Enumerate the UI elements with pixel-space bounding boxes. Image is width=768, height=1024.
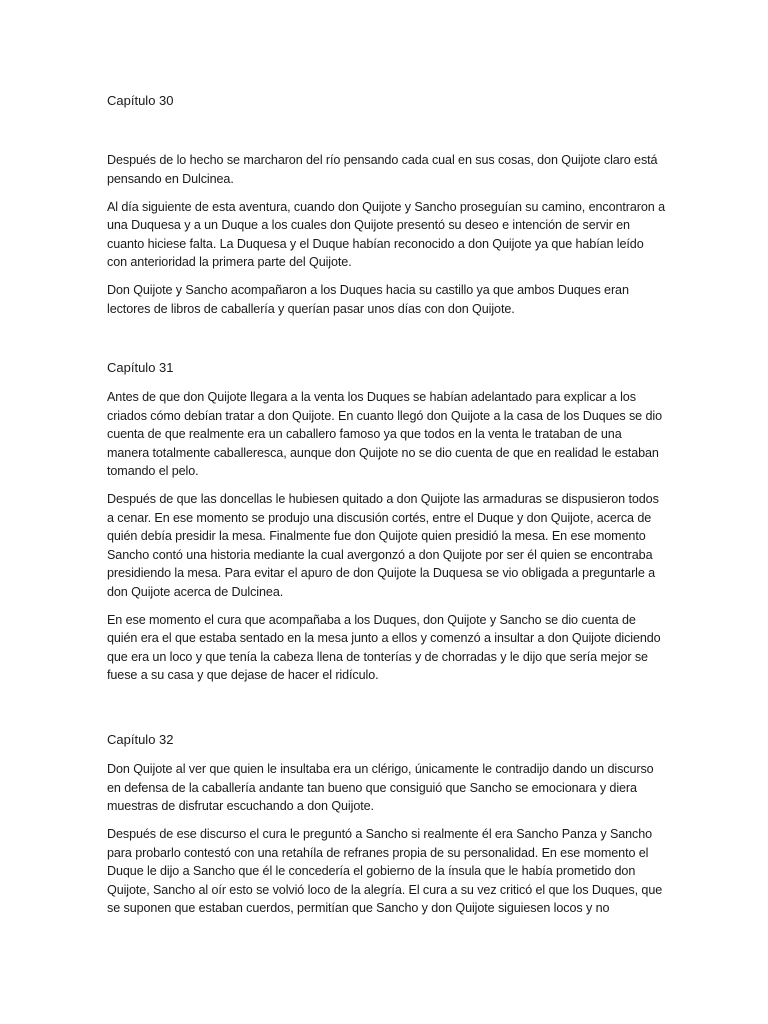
chapter-heading: Capítulo 32 [107, 732, 174, 747]
chapter-31 [107, 359, 667, 694]
paragraph: Al día siguiente de esta aventura, cuando don Quijote y Sancho proseguían su camino, encontraron a una Duquesa y a un Duque a los cuales don Quijote presentó su deseo e intención de servir en cuanto hiciese falta. La Duquesa y el Duque habían reconocido a don Quijote ya que habían leído con anterioridad la primera parte del Quijote. [107, 199, 665, 269]
chapter-heading: Capítulo 30 [107, 93, 174, 108]
paragraph: Después de que las doncellas le hubiesen quitado a don Quijote las armaduras se dispusieron todos a cenar. En ese momento se produjo una discusión cortés, entre el Duque y don Quijote, acerca de quién debía presidir la mesa. Finalmente fue don Quijote quien presidió la mesa. En ese momento Sancho contó una historia mediante la cual avergonzó a don Quijote por ser él quien se encontraba presidiendo la mesa. Para evitar el apuro de don Quijote la Duquesa se vio obligada a preguntarle a don Quijote acerca de Dulcinea. [107, 492, 659, 599]
chapter-heading: Capítulo 31 [107, 360, 174, 375]
paragraph: Don Quijote al ver que quien le insultaba era un clérigo, únicamente le contradijo dando un discurso en defensa de la caballería andante tan bueno que consiguió que Sancho se emocionara y diera muestras de disfrutar escuchando a don Quijote. [107, 762, 654, 813]
paragraph: Don Quijote y Sancho acompañaron a los Duques hacia su castillo ya que ambos Duques eran lectores de libros de caballería y querían pasar unos días con don Quijote. [107, 283, 629, 316]
paragraph: Antes de que don Quijote llegara a la venta los Duques se habían adelantado para explicar a los criados cómo debían tratar a don Quijote. En cuanto llegó don Quijote a la casa de los Duques se dio cuenta de que realmente era un caballero famoso ya que todos en la venta le trataban de una manera totalmente caballeresca, aunque don Quijote no se dio cuenta de que en realidad le estaban tomando el pelo. [107, 390, 662, 478]
paragraph: Después de ese discurso el cura le preguntó a Sancho si realmente él era Sancho Panza y Sancho para probarlo contestó con una retahíla de refranes propia de su personalidad. En ese momento el Duque le dijo a Sancho que él le concedería el gobierno de la ínsula que le había prometido don Quijote, Sancho al oír esto se volvió loco de la alegría. El cura a su vez criticó el que los Duques, que se suponen que estaban cuerdos, permitían que Sancho y don Quijote siguiesen locos y no [107, 827, 663, 915]
chapter-30 [107, 92, 667, 328]
chapter-32 [107, 731, 667, 927]
paragraph: En ese momento el cura que acompañaba a los Duques, don Quijote y Sancho se dio cuenta de quién era el que estaba sentado en la mesa junto a ellos y comenzó a insultar a don Quijote diciendo que era un loco y que tenía la cabeza llena de tonterías y de chorradas y le dijo que sería mejor se fuese a su casa y que dejase de hacer el ridículo. [107, 612, 661, 682]
paragraph: Después de lo hecho se marcharon del río pensando cada cual en sus cosas, don Quijote claro está pensando en Dulcinea. [107, 153, 658, 186]
